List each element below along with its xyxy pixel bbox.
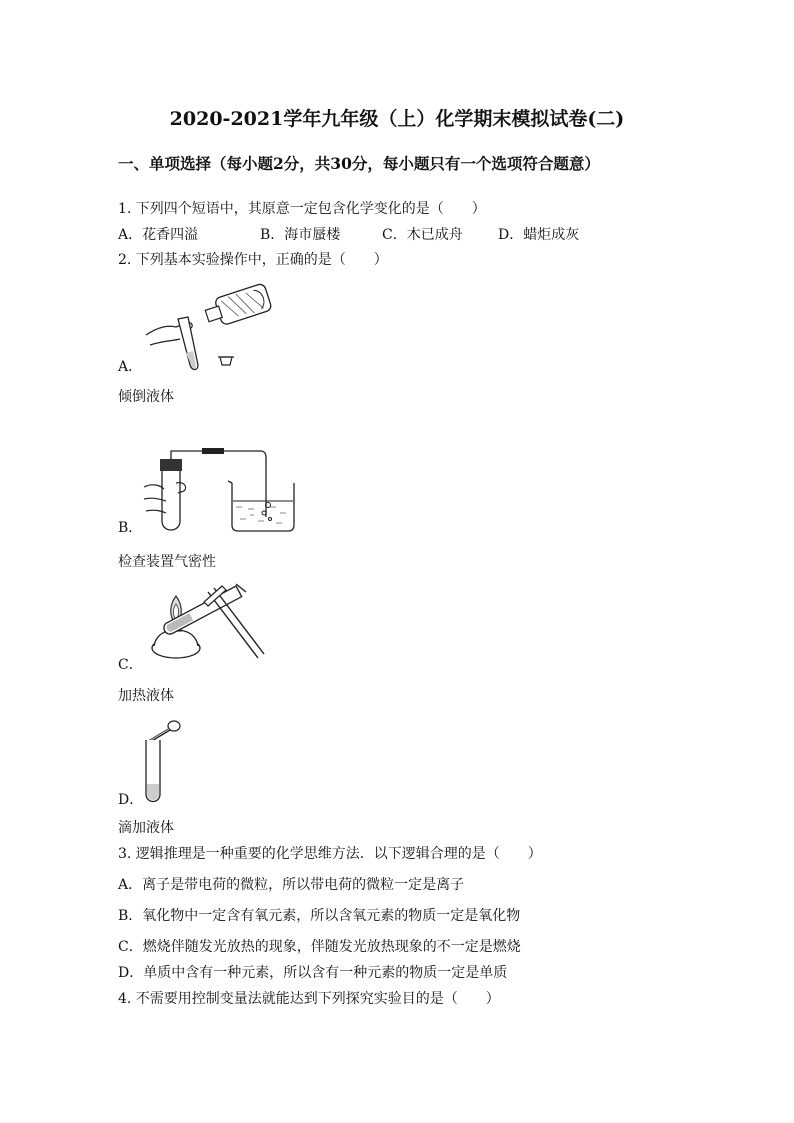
section-heading: 一、单项选择（每小题2分，共30分，每小题只有一个选项符合题意） bbox=[118, 154, 600, 173]
question-3-option-d: D．单质中含有一种元素，所以含有一种元素的物质一定是单质 bbox=[118, 965, 508, 981]
question-3-option-b: B．氧化物中一定含有氧元素，所以含氧元素的物质一定是氧化物 bbox=[118, 908, 521, 924]
question-2-option-b-letter: B． bbox=[118, 520, 143, 536]
question-2-option-d-caption: 滴加液体 bbox=[118, 820, 174, 836]
question-1-option-b: B．海市蜃楼 bbox=[260, 227, 341, 243]
question-3-option-c: C．燃烧伴随发光放热的现象，伴随发光放热现象的不一定是燃烧 bbox=[118, 939, 521, 955]
question-2-option-c-caption: 加热液体 bbox=[118, 688, 174, 704]
question-2-option-a-letter: A． bbox=[118, 359, 143, 375]
question-3-option-a: A．离子是带电荷的微粒，所以带电荷的微粒一定是离子 bbox=[118, 877, 465, 893]
question-2-option-b-caption: 检查装置气密性 bbox=[118, 554, 216, 570]
question-2-stem: 2. 下列基本实验操作中，正确的是（ ） bbox=[118, 252, 388, 268]
question-2-option-c-letter: C． bbox=[118, 657, 143, 673]
figure-heating-liquid bbox=[140, 582, 270, 666]
question-1-stem: 1. 下列四个短语中，其原意一定包含化学变化的是（ ） bbox=[118, 201, 486, 217]
question-4-stem: 4. 不需要用控制变量法就能达到下列探究实验目的是（ ） bbox=[118, 991, 500, 1007]
question-2-option-d-letter: D． bbox=[118, 792, 144, 808]
question-1-option-d: D．蜡炬成灰 bbox=[498, 227, 580, 243]
figure-airtightness-check bbox=[140, 447, 300, 537]
figure-dropping-liquid bbox=[140, 716, 190, 804]
question-1-option-c: C．木已成舟 bbox=[382, 227, 463, 243]
question-1-options bbox=[118, 224, 579, 244]
figure-pouring-liquid bbox=[140, 283, 280, 373]
page-title: 2020-2021学年九年级（上）化学期末模拟试卷(二) bbox=[169, 108, 625, 130]
question-3-stem: 3. 逻辑推理是一种重要的化学思维方法．以下逻辑合理的是（ ） bbox=[118, 846, 542, 862]
question-1-option-a: A．花香四溢 bbox=[118, 227, 199, 243]
question-2-option-a-caption: 倾倒液体 bbox=[118, 389, 174, 405]
